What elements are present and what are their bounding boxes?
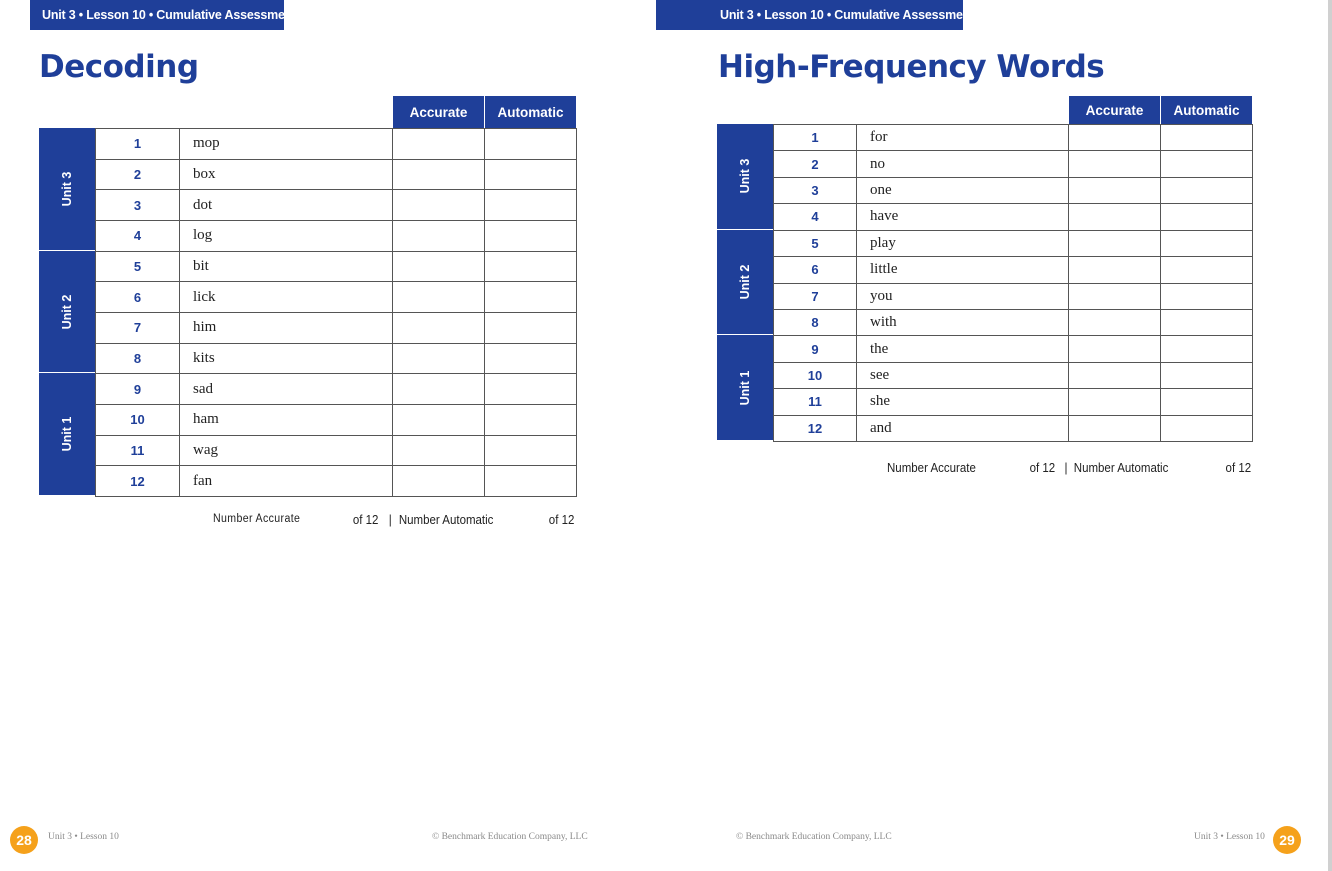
unit-label: Unit 2 (60, 294, 74, 329)
accurate-checkbox-cell[interactable] (392, 373, 485, 405)
unit-label: Unit 1 (738, 370, 752, 406)
accurate-checkbox-cell[interactable] (392, 435, 485, 467)
number-accurate-label: Number Accurate (887, 461, 976, 475)
automatic-checkbox-cell[interactable] (1160, 362, 1253, 389)
item-number: 7 (773, 283, 857, 310)
table-row (773, 415, 1253, 442)
summary-separator: | (1064, 461, 1068, 475)
number-accurate-label: Number Accurate (213, 513, 301, 525)
table-row (773, 150, 1253, 177)
item-number: 2 (95, 159, 180, 191)
table-row (95, 189, 577, 221)
table-row (773, 335, 1253, 362)
automatic-checkbox-cell[interactable] (1160, 283, 1253, 310)
item-word: log (179, 220, 393, 252)
table-row (95, 159, 577, 191)
table-row (773, 309, 1253, 336)
page-title: Decoding (39, 49, 199, 85)
item-number: 8 (773, 309, 857, 336)
item-word: fan (179, 465, 393, 497)
accurate-of-12: of 12 (352, 513, 379, 527)
automatic-checkbox-cell[interactable] (1160, 177, 1253, 204)
automatic-of-12: of 12 (1225, 461, 1252, 475)
accurate-checkbox-cell[interactable] (1068, 335, 1161, 362)
unit-label: Unit 3 (60, 171, 74, 207)
item-word: ham (179, 404, 393, 436)
automatic-checkbox-cell[interactable] (484, 220, 577, 252)
automatic-of-12: of 12 (548, 513, 575, 527)
table-row (773, 388, 1253, 415)
accurate-checkbox-cell[interactable] (1068, 230, 1161, 257)
item-number: 3 (95, 189, 180, 221)
accurate-of-12: of 12 (1029, 461, 1056, 475)
item-number: 1 (95, 128, 180, 160)
unit-band-unit-3 (717, 124, 773, 230)
item-number: 2 (773, 150, 857, 177)
page-number-badge: 28 (10, 826, 38, 854)
item-number: 4 (95, 220, 180, 252)
item-number: 5 (773, 230, 857, 257)
lesson-banner: Unit 3 • Lesson 10 • Cumulative Assessment (30, 0, 284, 30)
column-header-accurate: Accurate (393, 96, 485, 128)
item-word: lick (179, 281, 393, 313)
accurate-checkbox-cell[interactable] (1068, 203, 1161, 230)
item-word: have (856, 203, 1069, 230)
page-title: High-Frequency Words (718, 49, 1105, 85)
table-row (773, 362, 1253, 389)
accurate-checkbox-cell[interactable] (392, 281, 485, 313)
item-number: 4 (773, 203, 857, 230)
item-word: play (856, 230, 1069, 257)
page-spine (1328, 0, 1332, 871)
item-number: 12 (95, 465, 180, 497)
item-number: 6 (95, 281, 180, 313)
item-word: and (856, 415, 1069, 442)
accurate-checkbox-cell[interactable] (392, 128, 485, 160)
accurate-checkbox-cell[interactable] (1068, 150, 1161, 177)
automatic-checkbox-cell[interactable] (484, 465, 577, 497)
item-number: 1 (773, 124, 857, 151)
accurate-checkbox-cell[interactable] (392, 159, 485, 191)
unit-label: Unit 3 (738, 158, 752, 194)
column-header-automatic: Automatic (485, 96, 577, 128)
automatic-checkbox-cell[interactable] (484, 251, 577, 283)
table-row (95, 128, 577, 160)
unit-band-unit-2 (39, 251, 95, 374)
table-row (95, 373, 577, 405)
automatic-checkbox-cell[interactable] (484, 159, 577, 191)
score-summary (213, 513, 581, 529)
item-word: one (856, 177, 1069, 204)
accurate-checkbox-cell[interactable] (392, 404, 485, 436)
item-number: 9 (773, 335, 857, 362)
unit-band-unit-3 (39, 128, 95, 251)
automatic-checkbox-cell[interactable] (1160, 335, 1253, 362)
table-row (95, 281, 577, 313)
table-row (773, 283, 1253, 310)
table-row (773, 124, 1253, 151)
table-row (773, 256, 1253, 283)
automatic-checkbox-cell[interactable] (484, 281, 577, 313)
table-row (95, 435, 577, 467)
accurate-checkbox-cell[interactable] (1068, 388, 1161, 415)
table-row (773, 203, 1253, 230)
item-number: 9 (95, 373, 180, 405)
accurate-checkbox-cell[interactable] (1068, 309, 1161, 336)
column-header-accurate: Accurate (1069, 96, 1161, 124)
item-number: 8 (95, 343, 180, 375)
automatic-checkbox-cell[interactable] (484, 189, 577, 221)
table-row (95, 251, 577, 283)
table-row (95, 312, 577, 344)
automatic-checkbox-cell[interactable] (1160, 388, 1253, 415)
summary-separator: | (388, 513, 392, 527)
item-number: 10 (95, 404, 180, 436)
right-page (656, 0, 1328, 871)
item-word: little (856, 256, 1069, 283)
item-word: dot (179, 189, 393, 221)
item-word: sad (179, 373, 393, 405)
unit-label: Unit 2 (738, 264, 752, 300)
item-word: wag (179, 435, 393, 467)
accurate-checkbox-cell[interactable] (392, 189, 485, 221)
item-word: the (856, 335, 1069, 362)
high-frequency-words-table (717, 96, 1254, 442)
item-word: bit (179, 251, 393, 283)
automatic-checkbox-cell[interactable] (484, 373, 577, 405)
item-number: 7 (95, 312, 180, 344)
table-row (773, 177, 1253, 204)
score-summary (887, 461, 1252, 477)
accurate-checkbox-cell[interactable] (1068, 283, 1161, 310)
accurate-checkbox-cell[interactable] (1068, 256, 1161, 283)
item-word: for (856, 124, 1069, 151)
item-word: she (856, 388, 1069, 415)
item-word: see (856, 362, 1069, 389)
item-word: you (856, 283, 1069, 310)
table-row (95, 343, 577, 375)
item-number: 6 (773, 256, 857, 283)
accurate-checkbox-cell[interactable] (392, 251, 485, 283)
lesson-banner: Unit 3 • Lesson 10 • Cumulative Assessment (656, 0, 963, 30)
automatic-checkbox-cell[interactable] (1160, 309, 1253, 336)
unit-band-unit-1 (717, 335, 773, 441)
automatic-checkbox-cell[interactable] (1160, 415, 1253, 442)
automatic-checkbox-cell[interactable] (484, 343, 577, 375)
automatic-checkbox-cell[interactable] (484, 404, 577, 436)
footer-lesson: Unit 3 • Lesson 10 (48, 832, 119, 842)
item-word: box (179, 159, 393, 191)
decoding-table (39, 96, 579, 496)
accurate-checkbox-cell[interactable] (1068, 177, 1161, 204)
item-number: 11 (773, 388, 857, 415)
accurate-checkbox-cell[interactable] (1068, 415, 1161, 442)
item-number: 3 (773, 177, 857, 204)
footer-copyright: © Benchmark Education Company, LLC (736, 832, 892, 842)
item-word: him (179, 312, 393, 344)
item-number: 5 (95, 251, 180, 283)
table-row (95, 220, 577, 252)
unit-band-unit-2 (717, 230, 773, 336)
table-row (95, 404, 577, 436)
unit-label: Unit 1 (60, 416, 74, 452)
item-number: 10 (773, 362, 857, 389)
number-automatic-label: Number Automatic (398, 513, 494, 527)
item-word: with (856, 309, 1069, 336)
page-footer (0, 826, 656, 852)
left-page (0, 0, 656, 871)
automatic-checkbox-cell[interactable] (1160, 150, 1253, 177)
accurate-checkbox-cell[interactable] (392, 312, 485, 344)
automatic-checkbox-cell[interactable] (484, 435, 577, 467)
table-row (773, 230, 1253, 257)
page-footer (656, 826, 1328, 852)
item-number: 11 (95, 435, 180, 467)
footer-lesson: Unit 3 • Lesson 10 (1194, 832, 1265, 842)
automatic-checkbox-cell[interactable] (1160, 230, 1253, 257)
automatic-checkbox-cell[interactable] (1160, 256, 1253, 283)
page-number-badge: 29 (1273, 826, 1301, 854)
automatic-checkbox-cell[interactable] (1160, 203, 1253, 230)
automatic-checkbox-cell[interactable] (1160, 124, 1253, 151)
item-number: 12 (773, 415, 857, 442)
unit-band-unit-1 (39, 373, 95, 496)
table-row (95, 465, 577, 497)
accurate-checkbox-cell[interactable] (1068, 362, 1161, 389)
item-word: mop (179, 128, 393, 160)
column-header-automatic: Automatic (1161, 96, 1253, 124)
item-word: no (856, 150, 1069, 177)
item-word: kits (179, 343, 393, 375)
accurate-checkbox-cell[interactable] (392, 465, 485, 497)
footer-copyright: © Benchmark Education Company, LLC (432, 832, 588, 842)
automatic-checkbox-cell[interactable] (484, 312, 577, 344)
accurate-checkbox-cell[interactable] (392, 220, 485, 252)
automatic-checkbox-cell[interactable] (484, 128, 577, 160)
accurate-checkbox-cell[interactable] (392, 343, 485, 375)
accurate-checkbox-cell[interactable] (1068, 124, 1161, 151)
number-automatic-label: Number Automatic (1073, 461, 1169, 475)
